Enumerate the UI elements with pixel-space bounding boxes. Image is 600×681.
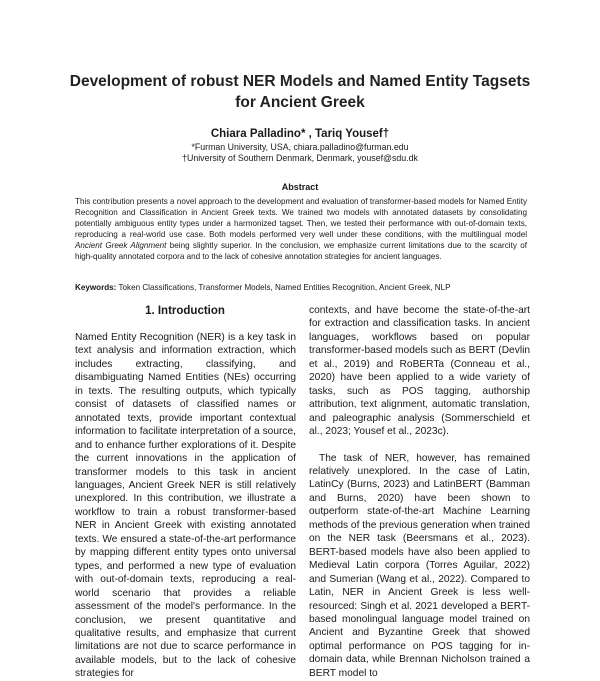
affiliation-furman: *Furman University, USA, chiara.palladino@furman.edu [191,142,409,152]
abstract-heading: Abstract [281,182,319,192]
keywords-line [75,282,527,293]
abstract-part-1: This contribution presents a novel approach to the development and evaluation of transformer-based models for Named Entity Recognition and Classification in Ancient Greek texts. We trained two models with annotated datasets by consolidating potentially ambiguous entity types under a harmonized tagset. Then, we tested their performance with out-of-domain texts, reproducing a real-world use case. Both models performed very well under these conditions, with the multilingual model [75,197,527,240]
paper-title: Development of robust NER Models and Named Entity Tagsets for Ancient Greek [69,73,531,111]
right-column [309,304,531,679]
affiliation-sdu: †University of Southern Denmark, Denmark, yousef@sdu.dk [182,153,418,163]
intro-paragraph-1: Named Entity Recognition (NER) is a key task in text analysis and information extraction, which includes extracting, classifying, and disambiguating Named Entities (NEs) occurring in texts. The resulting outputs, which typically consist of datasets of classified names or annotated texts, provide important contextual information to facilitate interpretation of a source, and to enhance further explorations of it. Despite the current innovations in the application of transformer models to this task in ancient languages, Ancient Greek NER is still relatively unexplored. In this contribution, we illustrate a workflow to train a robust transformer-based NER in Ancient Greek with existing annotated texts. We ensured a state-of-the-art performance by mapping different entity types onto universal types, and performed a new type of evaluation with out-of-domain texts, reproducing a real-world scenario that provides a reliable assessment of the model's performance. In the conclusion, we present quantitative and qualitative results, and emphasize that current limitations are not due to scarce performance in available models, but to the lack of cohesive strategies for [75,332,296,680]
intro-paragraph-continued: contexts, and have become the state-of-the-art for extraction and classification tasks. In ancient languages, workflows based on popular transformer-based models such as BERT (Devlin et al., 2019) and RoBERTa (Conneau et al., 2020) have been applied to a wide variety of tasks, such as POS tagging, authorship attribution, text alignment, automatic translation, and paleographic analysis (Sommerschield et al., 2023; Yousef et al., 2023c). [309,305,531,438]
abstract-text [75,196,527,262]
section-heading-introduction: 1. Introduction [145,305,225,317]
keywords-label: Keywords: [75,283,117,292]
intro-paragraph-ner-task: The task of NER, however, has remained relatively unexplored. In the case of Latin, LatinCy (Burns, 2023) and LatinBERT (Bamman and Burns, 2020) have been shown to outperform state-of-the-art Machine Learning methods of the previous generation when trained on the NER task (Beersmans et al., 2023). BERT-based models have also been applied to Medieval Latin corpora (Torres Aguilar, 2022) and Sumerian (Wang et al., 2022). Compared to Latin, NER in Ancient Greek is less well-resourced: Singh et al. 2021 developed a BERT-based monolingual language model trained on Ancient and Byzantine Greek that showed optimal performance on POS tagging for in-domain data, while Brennan Nicholson trained a BERT model to [309,452,530,679]
left-column [75,331,296,680]
abstract-part-2: being slightly superior. In the conclusion, we emphasize current limitations due to the scarcity of high-quality annotated corpora and to the lack of cohesive annotation strategies for ancient languages. [75,241,527,262]
abstract-model-name: Ancient Greek Alignment [75,241,167,251]
author-line: Chiara Palladino* , Tariq Yousef† [210,128,390,140]
keywords-list: Token Classifications, Transformer Models, Named Entities Recognition, Ancient Greek, NLP [116,283,451,292]
